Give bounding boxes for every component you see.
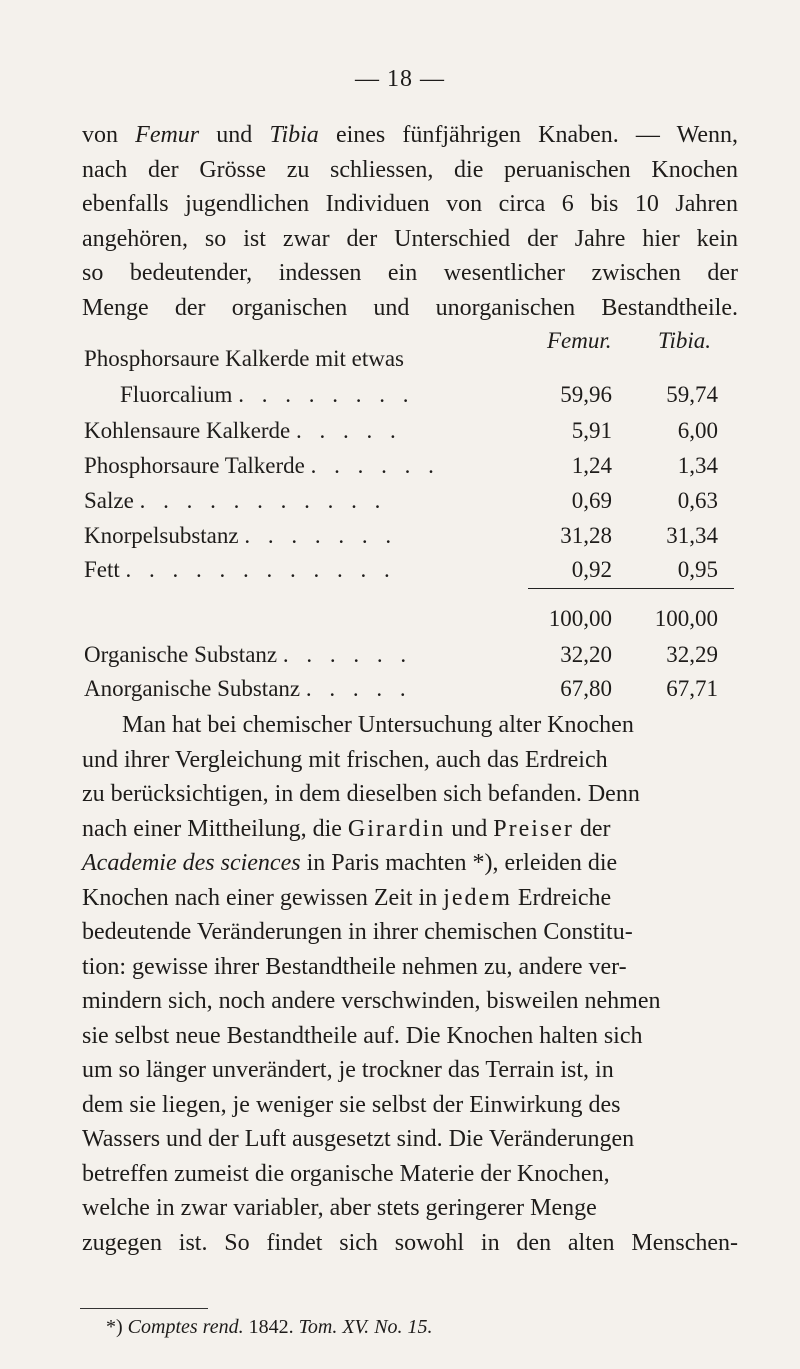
summary-row-label: Anorganische Substanz . . . . . [84,676,412,701]
table-row-label: Fett . . . . . . . . . . . . [84,557,396,582]
intro-line-5: so bedeutender, indessen ein wesentlicher zwischen der [82,260,738,286]
body-line: dem sie liegen, je weniger sie selbst der Einwirkung des [82,1091,621,1118]
table-cell-femur: 5,91 [571,418,612,443]
table-cell-tibia: 0,63 [677,488,718,513]
column-header-femur: Femur. [547,328,612,353]
column-header-tibia: Tibia. [658,328,712,353]
table-cell-tibia: 31,34 [666,523,718,548]
footnote: *) Comptes rend. 1842. Tom. XV. No. 15. [106,1316,433,1338]
intro-line-3: ebenfalls jugendlichen Individuen von circa 6 bis 10 Jahren [82,191,738,217]
body-line: tion: gewisse ihrer Bestandtheile nehmen zu, andere ver- [82,953,627,980]
table-row-label: Phosphorsaure Talkerde . . . . . . [84,453,440,478]
table-cell-tibia: 6,00 [677,418,718,443]
summary-cell-tibia: 67,71 [666,676,718,701]
body-line: und ihrer Vergleichung mit frischen, auch das Erdreich [82,746,608,773]
row-label-line1: Phosphorsaure Kalkerde mit etwas [84,346,405,371]
intro-line-1: von Femur und Tibia eines fünfjährigen Knaben. — Wenn, [82,122,739,148]
table-row-label: Kohlensaure Kalkerde . . . . . [84,418,402,443]
summary-cell-tibia: 32,29 [666,642,718,667]
intro-line-4: angehören, so ist zwar der Unterschied der Jahre hier kein [82,225,738,252]
body-line: Wassers und der Luft ausgesetzt sind. Die Veränderungen [82,1126,635,1152]
body-line: Academie des sciences in Paris machten *), erleiden die [82,850,618,876]
body-paragraph [82,708,738,1260]
body-line: zu berücksichtigen, in dem dieselben sich befanden. Denn [82,781,640,807]
intro-line-6: Menge der organischen und unorganischen Bestandtheile. [82,294,738,321]
term-tibia: Tibia [269,122,319,148]
total-femur: 100,00 [548,606,612,631]
term-femur: Femur [135,122,200,148]
intro-line-2: nach der Grösse zu schliessen, die peruanischen Knochen [82,156,738,183]
table-cell-femur: 31,28 [560,523,612,548]
footnote-title: Comptes rend. [127,1316,244,1338]
institution-name: Academie des sciences [82,850,301,876]
body-line: zugegen ist. So findet sich sowohl in den alten Menschen- [82,1229,738,1256]
summary-row-label: Organische Substanz . . . . . . [84,642,413,667]
body-line: mindern sich, noch andere verschwinden, bisweilen nehmen [82,988,661,1014]
intro-paragraph [82,118,738,325]
table-cell-tibia: 1,34 [677,453,718,478]
table-cell-femur: 0,92 [571,557,612,582]
footnote-rule [80,1308,208,1309]
table-cell-femur: 0,69 [571,488,612,513]
table-cell-tibia: 59,74 [666,382,718,407]
sum-rule [528,588,734,589]
table-row-label: Salze . . . . . . . . . . . [84,488,387,513]
body-line: bedeutende Veränderungen in ihrer chemischen Constitu- [82,919,633,945]
author-girardin: Girardin [347,815,446,842]
body-line: um so länger unverändert, je trockner das Terrain ist, in [82,1057,614,1083]
emphasis-jedem: jedem [443,884,512,911]
body-line: welche in zwar variabler, aber stets geringerer Menge [82,1195,597,1221]
body-line: betreffen zumeist die organische Materie der Knochen, [82,1160,610,1187]
page-number: — 18 — [355,66,445,92]
table-row-label: Fluorcalium . . . . . . . . [120,382,415,407]
table-cell-tibia: 0,95 [677,557,718,582]
body-line: Man hat bei chemischer Untersuchung alter Knochen [122,712,634,738]
total-tibia: 100,00 [654,606,718,631]
table-cell-femur: 1,24 [571,453,612,478]
body-line: Knochen nach einer gewissen Zeit in jedem Erdreiche [82,884,612,911]
body-line: nach einer Mittheilung, die Girardin und Preiser der [82,815,611,842]
author-preiser: Preiser [493,815,574,842]
table-cell-femur: 59,96 [560,382,612,407]
summary-cell-femur: 67,80 [560,676,612,701]
body-line: sie selbst neue Bestandtheile auf. Die Knochen halten sich [82,1022,643,1049]
summary-cell-femur: 32,20 [560,642,612,667]
table-row-label: Knorpelsubstanz . . . . . . . [84,523,398,548]
